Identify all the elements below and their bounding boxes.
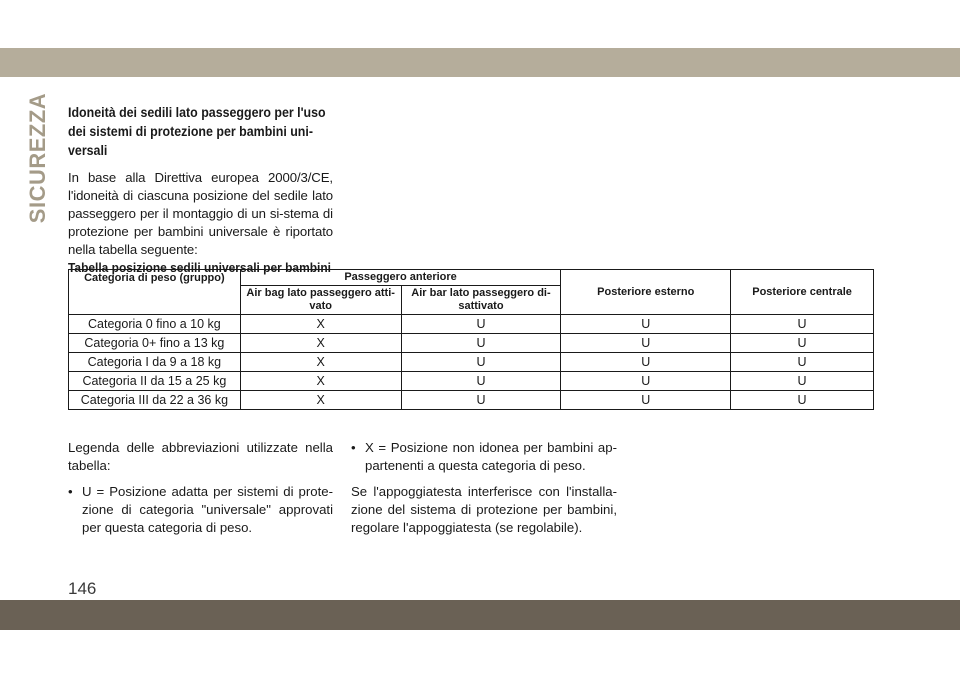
cell-rear-center: U [731,372,874,391]
intro-column [68,103,333,277]
cell-category: Categoria 0 fino a 10 kg [69,315,241,334]
table-title: Tabella posizione sedili universali per bambini [68,260,331,275]
header-airbag-off: Air bar lato passeggero di-sattivato [401,286,561,315]
cell-airbag-off: U [401,372,561,391]
cell-rear-outer: U [561,372,731,391]
header-airbag-on: Air bag lato passeggero atti-vato [240,286,401,315]
header-category: Categoria di peso (gruppo) [69,270,241,315]
section-tab [24,92,52,224]
intro-paragraph: In base alla Direttiva europea 2000/3/CE, l'idoneità di ciascuna posizione del sedile lato passeggero per il montaggio di un si-stema di protezione per bambini universale è riportato nella tabella seguente: [68,170,333,257]
cell-airbag-off: U [401,334,561,353]
legend-column-left [68,439,333,537]
bullet-mark: • [351,440,356,455]
cell-airbag-off: U [401,391,561,410]
cell-airbag-off: U [401,315,561,334]
seat-suitability-table [68,269,874,410]
cell-rear-center: U [731,315,874,334]
footer-band [0,600,960,630]
legend-item-u-text: U = Posizione adatta per sistemi di prote-zione di categoria "universale" approvati per questa categoria di peso. [82,484,333,535]
cell-airbag-on: X [240,372,401,391]
cell-category: Categoria II da 15 a 25 kg [69,372,241,391]
header-rear-center: Posteriore centrale [731,270,874,315]
cell-airbag-off: U [401,353,561,372]
cell-category: Categoria 0+ fino a 13 kg [69,334,241,353]
cell-rear-outer: U [561,391,731,410]
legend-item-x [351,439,617,475]
section-heading: Idoneità dei sedili lato passeggero per l'uso dei sistemi di protezione per bambini uni-versali [68,105,326,158]
legend-item-x-text: X = Posizione non idonea per bambini ap-partenenti a questa categoria di peso. [365,440,617,473]
table-row [69,391,874,410]
cell-airbag-on: X [240,315,401,334]
cell-rear-outer: U [561,334,731,353]
section-tab-label: SICUREZZA [25,92,51,224]
bullet-mark: • [68,484,73,499]
cell-rear-center: U [731,391,874,410]
cell-rear-outer: U [561,353,731,372]
legend-column-right [351,439,617,537]
cell-airbag-on: X [240,353,401,372]
legend-item-u [68,483,333,537]
legend-intro: Legenda delle abbreviazioni utilizzate nella tabella: [68,440,333,473]
cell-category: Categoria III da 22 a 36 kg [69,391,241,410]
table-row [69,372,874,391]
cell-airbag-on: X [240,334,401,353]
table-row [69,315,874,334]
cell-category: Categoria I da 9 a 18 kg [69,353,241,372]
cell-rear-center: U [731,334,874,353]
table-row [69,334,874,353]
header-front-passenger: Passeggero anteriore [240,270,561,286]
cell-rear-outer: U [561,315,731,334]
header-rear-outer: Posteriore esterno [561,270,731,315]
page-number: 146 [68,579,97,598]
headrest-note: Se l'appoggiatesta interferisce con l'installa-zione del sistema di protezione per bambini, regolare l'appoggiatesta (se regolabile). [351,484,617,535]
table-row [69,353,874,372]
cell-rear-center: U [731,353,874,372]
cell-airbag-on: X [240,391,401,410]
header-band [0,48,960,77]
